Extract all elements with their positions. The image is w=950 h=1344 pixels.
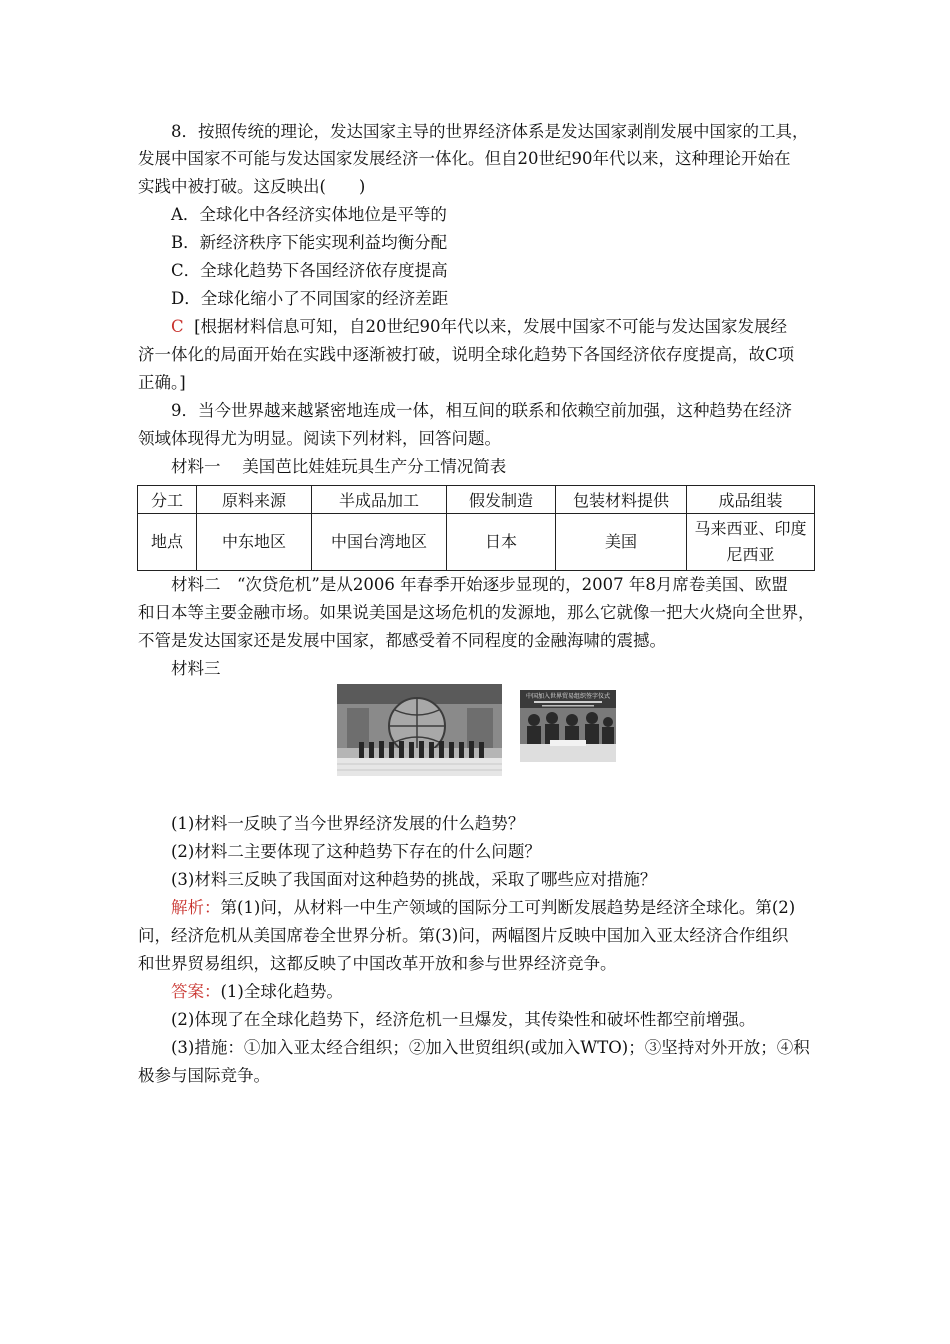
- q8-option-b: B．新经济秩序下能实现利益均衡分配: [171, 233, 448, 252]
- material-1-title: 材料一 美国芭比娃娃玩具生产分工情况简表: [171, 457, 507, 476]
- q8-stem-line-3: 实践中被打破。这反映出( ): [138, 177, 366, 196]
- q9-stem-line-1: 9．当今世界越来越紧密地连成一体，相互间的联系和依赖空前加强，这种趋势在经济: [171, 401, 792, 420]
- table-header-cell: 成品组装: [687, 486, 815, 514]
- table-cell: 地点: [138, 514, 197, 571]
- table-cell: 中东地区: [197, 514, 312, 571]
- wto-photo-caption: 中国加入世界贸易组织签字仪式: [525, 693, 611, 700]
- table-header-cell: 分工: [138, 486, 197, 514]
- table-row: [138, 514, 815, 571]
- material-2-line-3: 不管是发达国家还是发展中国家，都感受着不同程度的金融海啸的震撼。: [138, 631, 666, 650]
- table-header-cell: 假发制造: [447, 486, 556, 514]
- q8-option-a: A．全球化中各经济实体地位是平等的: [171, 205, 447, 224]
- q8-explanation-line-3: 正确。]: [138, 373, 186, 392]
- material-3-title: 材料三: [171, 659, 221, 678]
- barbie-production-table: [137, 485, 815, 571]
- table-cell: 美国: [556, 514, 687, 571]
- q8-option-d: D．全球化缩小了不同国家的经济差距: [171, 289, 449, 308]
- q8-option-c: C．全球化趋势下各国经济依存度提高: [171, 261, 448, 280]
- q8-stem-line-1: 8．按照传统的理论，发达国家主导的世界经济体系是发达国家剥削发展中国家的工具，: [171, 122, 809, 141]
- material-2-line-1: 材料二 “次贷危机”是从2006 年春季开始逐步显现的，2007 年8月席卷美国、欧盟: [171, 575, 788, 594]
- table-header-row: [138, 486, 815, 514]
- answer-text-1: (1)全球化趋势。: [220, 982, 343, 1001]
- sub-question-2: (2)材料二主要体现了这种趋势下存在的什么问题？: [171, 842, 541, 861]
- q8-answer-letter: C: [171, 317, 184, 336]
- analysis-line-1: [171, 897, 851, 919]
- answer-label: 答案：: [171, 982, 221, 1001]
- analysis-line-2: 问，经济危机从美国席卷全世界分析。第(3)问，两幅图片反映中国加入亚太经济合作组织: [138, 926, 789, 945]
- q9-stem-line-2: 领域体现得尤为明显。阅读下列材料，回答问题。: [138, 429, 501, 448]
- table-header-cell: 包装材料提供: [556, 486, 687, 514]
- q8-explanation-line-1: [171, 316, 851, 338]
- q8-explanation-text: [根据材料信息可知，自20世纪90年代以来，发展中国家不可能与发达国家发展经: [194, 317, 788, 336]
- sub-question-1: (1)材料一反映了当今世界经济发展的什么趋势？: [171, 814, 525, 833]
- answer-line-3: (3)措施：①加入亚太经合组织；②加入世贸组织(或加入WTO)；③坚持对外开放；④积: [171, 1038, 810, 1057]
- q8-stem-line-2: 发展中国家不可能与发达国家发展经济一体化。但自20世纪90年代以来，这种理论开始在: [138, 149, 791, 168]
- table-cell: 中国台湾地区: [312, 514, 447, 571]
- apec-group-photo: [337, 684, 502, 776]
- answer-line-1: [171, 981, 851, 1003]
- table-cell: 马来西亚、印度尼西亚: [687, 514, 815, 571]
- answer-line-4: 极参与国际竞争。: [138, 1066, 270, 1085]
- analysis-label: 解析：: [171, 898, 221, 917]
- wto-signing-photo: [520, 690, 616, 762]
- q8-explanation-line-2: 济一体化的局面开始在实践中逐渐被打破，说明全球化趋势下各国经济依存度提高，故C项: [138, 345, 795, 364]
- table-cell: 日本: [447, 514, 556, 571]
- analysis-text: 第(1)问，从材料一中生产领域的国际分工可判断发展趋势是经济全球化。第(2): [220, 898, 796, 917]
- answer-line-2: (2)体现了在全球化趋势下，经济危机一旦爆发，其传染性和破坏性都空前增强。: [171, 1010, 756, 1029]
- table-header-cell: 原料来源: [197, 486, 312, 514]
- table-header-cell: 半成品加工: [312, 486, 447, 514]
- material-2-line-2: 和日本等主要金融市场。如果说美国是这场危机的发源地，那么它就像一把大火烧向全世界，: [138, 603, 815, 622]
- sub-question-3: (3)材料三反映了我国面对这种趋势的挑战，采取了哪些应对措施？: [171, 870, 657, 889]
- analysis-line-3: 和世界贸易组织，这都反映了中国改革开放和参与世界经济竞争。: [138, 954, 617, 973]
